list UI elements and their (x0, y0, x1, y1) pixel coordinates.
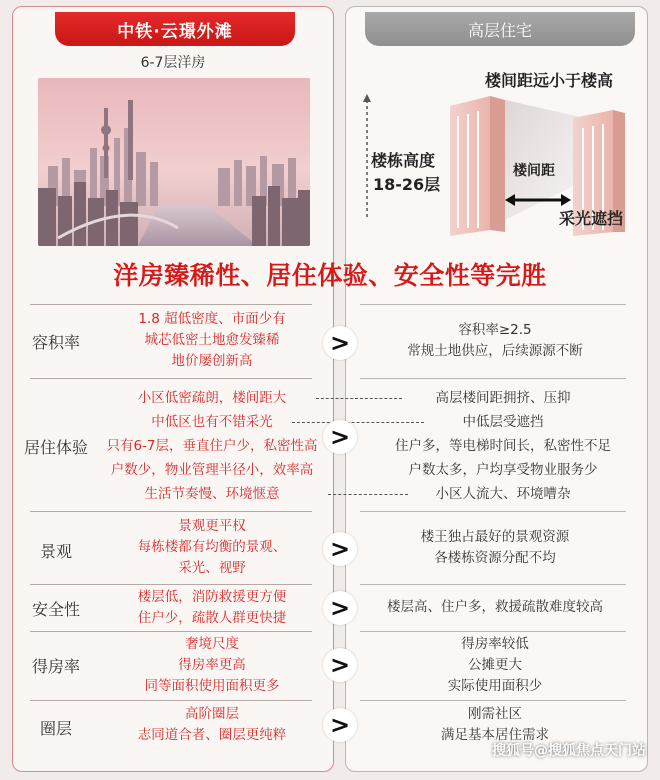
left-cell-efficiency (96, 634, 328, 697)
greater-than-badge: > (323, 532, 357, 566)
left-text-line: 小区低密疏朗，楼间距大 (137, 390, 287, 406)
left-text-line: 每栋楼都有均衡的景观、 (137, 539, 287, 555)
row-label-landscape: 景观 (39, 542, 72, 561)
dashed-connector (316, 398, 402, 399)
row-divider (360, 584, 626, 585)
headline: 洋房臻稀性、居住体验、安全性等完胜 (113, 261, 547, 290)
diagram-height-label-1: 楼栋高度 (371, 151, 436, 170)
right-text-line: 高层楼间距拥挤、压抑 (435, 390, 571, 406)
left-cell-landscape (96, 516, 328, 579)
left-text-line: 高阶圈层 (185, 706, 239, 722)
left-subtitle: 6-7层洋房 (140, 55, 206, 71)
row-divider (30, 700, 312, 701)
left-text-line: 采光、视野 (178, 560, 246, 576)
row-divider (360, 304, 626, 305)
left-text-line: 只有6-7层，垂直住户少，私密性高 (106, 438, 318, 454)
diagram-height-label-2: 18-26层 (373, 175, 441, 194)
greater-than-badge: > (323, 648, 357, 682)
left-text-line: 得房率更高 (178, 657, 246, 673)
watermark: 搜狐号@搜狐焦点天门站 (492, 743, 646, 759)
left-cell-living (96, 386, 328, 506)
left-title-tab: 中铁·云璟外滩 (55, 12, 295, 46)
row-label-far: 容积率 (31, 333, 80, 352)
row-divider (30, 304, 312, 305)
left-text-line: 地价屡创新高 (171, 353, 253, 369)
right-cell-safety (360, 597, 630, 618)
left-text-line: 同等面积使用面积更多 (144, 678, 280, 694)
left-text-line: 奢境尺度 (185, 636, 239, 652)
row-label-efficiency: 得房率 (31, 657, 80, 676)
left-cell-far (96, 309, 328, 372)
right-text-line: 楼王独占最好的景观资源 (420, 529, 570, 545)
left-text-line: 1.8 超低密度、市面少有 (138, 311, 286, 327)
right-text-line: 小区人流大、环境嘈杂 (435, 486, 571, 502)
diagram-top-label: 楼间距远小于楼高 (485, 71, 614, 90)
row-label-living: 居住体验 (23, 438, 88, 457)
right-text-line: 各楼栋资源分配不均 (434, 550, 556, 566)
right-text-line: 实际使用面积少 (447, 678, 543, 694)
row-divider (360, 631, 626, 632)
right-text-line: 楼层高、住户多，救援疏散难度较高 (387, 599, 603, 615)
right-cell-living (372, 386, 634, 506)
right-cell-landscape (360, 527, 630, 569)
right-text-line: 住户多，等电梯时间长，私密性不足 (395, 438, 611, 454)
dashed-connector (328, 494, 408, 495)
building-spacing-diagram (355, 60, 645, 255)
diagram-spacing-label: 楼间距 (513, 163, 555, 179)
left-text-line: 住户少，疏散人群更快捷 (137, 610, 287, 626)
row-label-safety: 安全性 (31, 600, 80, 619)
right-text-line: 满足基本居住需求 (441, 727, 549, 743)
row-divider (30, 584, 312, 585)
greater-than-badge: > (323, 708, 357, 742)
right-text-line: 公摊更大 (468, 657, 522, 673)
left-text-line: 楼层低，消防救援更方便 (137, 589, 287, 605)
left-cell-community (96, 704, 328, 746)
right-cell-efficiency (360, 634, 630, 697)
row-divider (360, 511, 626, 512)
right-text-line: 常规土地供应，后续源源不断 (407, 343, 583, 359)
row-divider (30, 378, 312, 379)
row-divider (360, 700, 626, 701)
row-divider (30, 511, 312, 512)
left-text-line: 户数少，物业管理半径小，效率高 (110, 462, 314, 478)
right-title-tab: 高层住宅 (365, 12, 635, 46)
dashed-connector (292, 422, 424, 423)
left-text-line: 城芯低密土地愈发臻稀 (144, 332, 280, 348)
city-skyline-photo (38, 78, 310, 246)
left-text-line: 生活节奏慢、环境惬意 (144, 486, 280, 502)
greater-than-badge: > (323, 326, 357, 360)
right-text-line: 刚需社区 (468, 706, 522, 722)
left-text-line: 景观更平权 (178, 518, 246, 534)
left-text-line: 中低区也有不错采光 (151, 414, 273, 430)
right-text-line: 得房率较低 (461, 636, 529, 652)
left-cell-safety (96, 587, 328, 629)
right-text-line: 中低层受遮挡 (462, 414, 544, 430)
left-text-line: 志同道合者、圈层更纯粹 (137, 727, 287, 743)
greater-than-badge: > (323, 591, 357, 625)
right-text-line: 容积率≥2.5 (458, 322, 532, 338)
row-divider (30, 631, 312, 632)
greater-than-badge: > (323, 420, 357, 454)
row-divider (360, 378, 626, 379)
row-label-community: 圈层 (39, 719, 72, 738)
right-text-line: 户数太多，户均享受物业服务少 (408, 462, 598, 478)
diagram-shade-label: 采光遮挡 (559, 209, 624, 228)
right-cell-far (360, 320, 630, 362)
